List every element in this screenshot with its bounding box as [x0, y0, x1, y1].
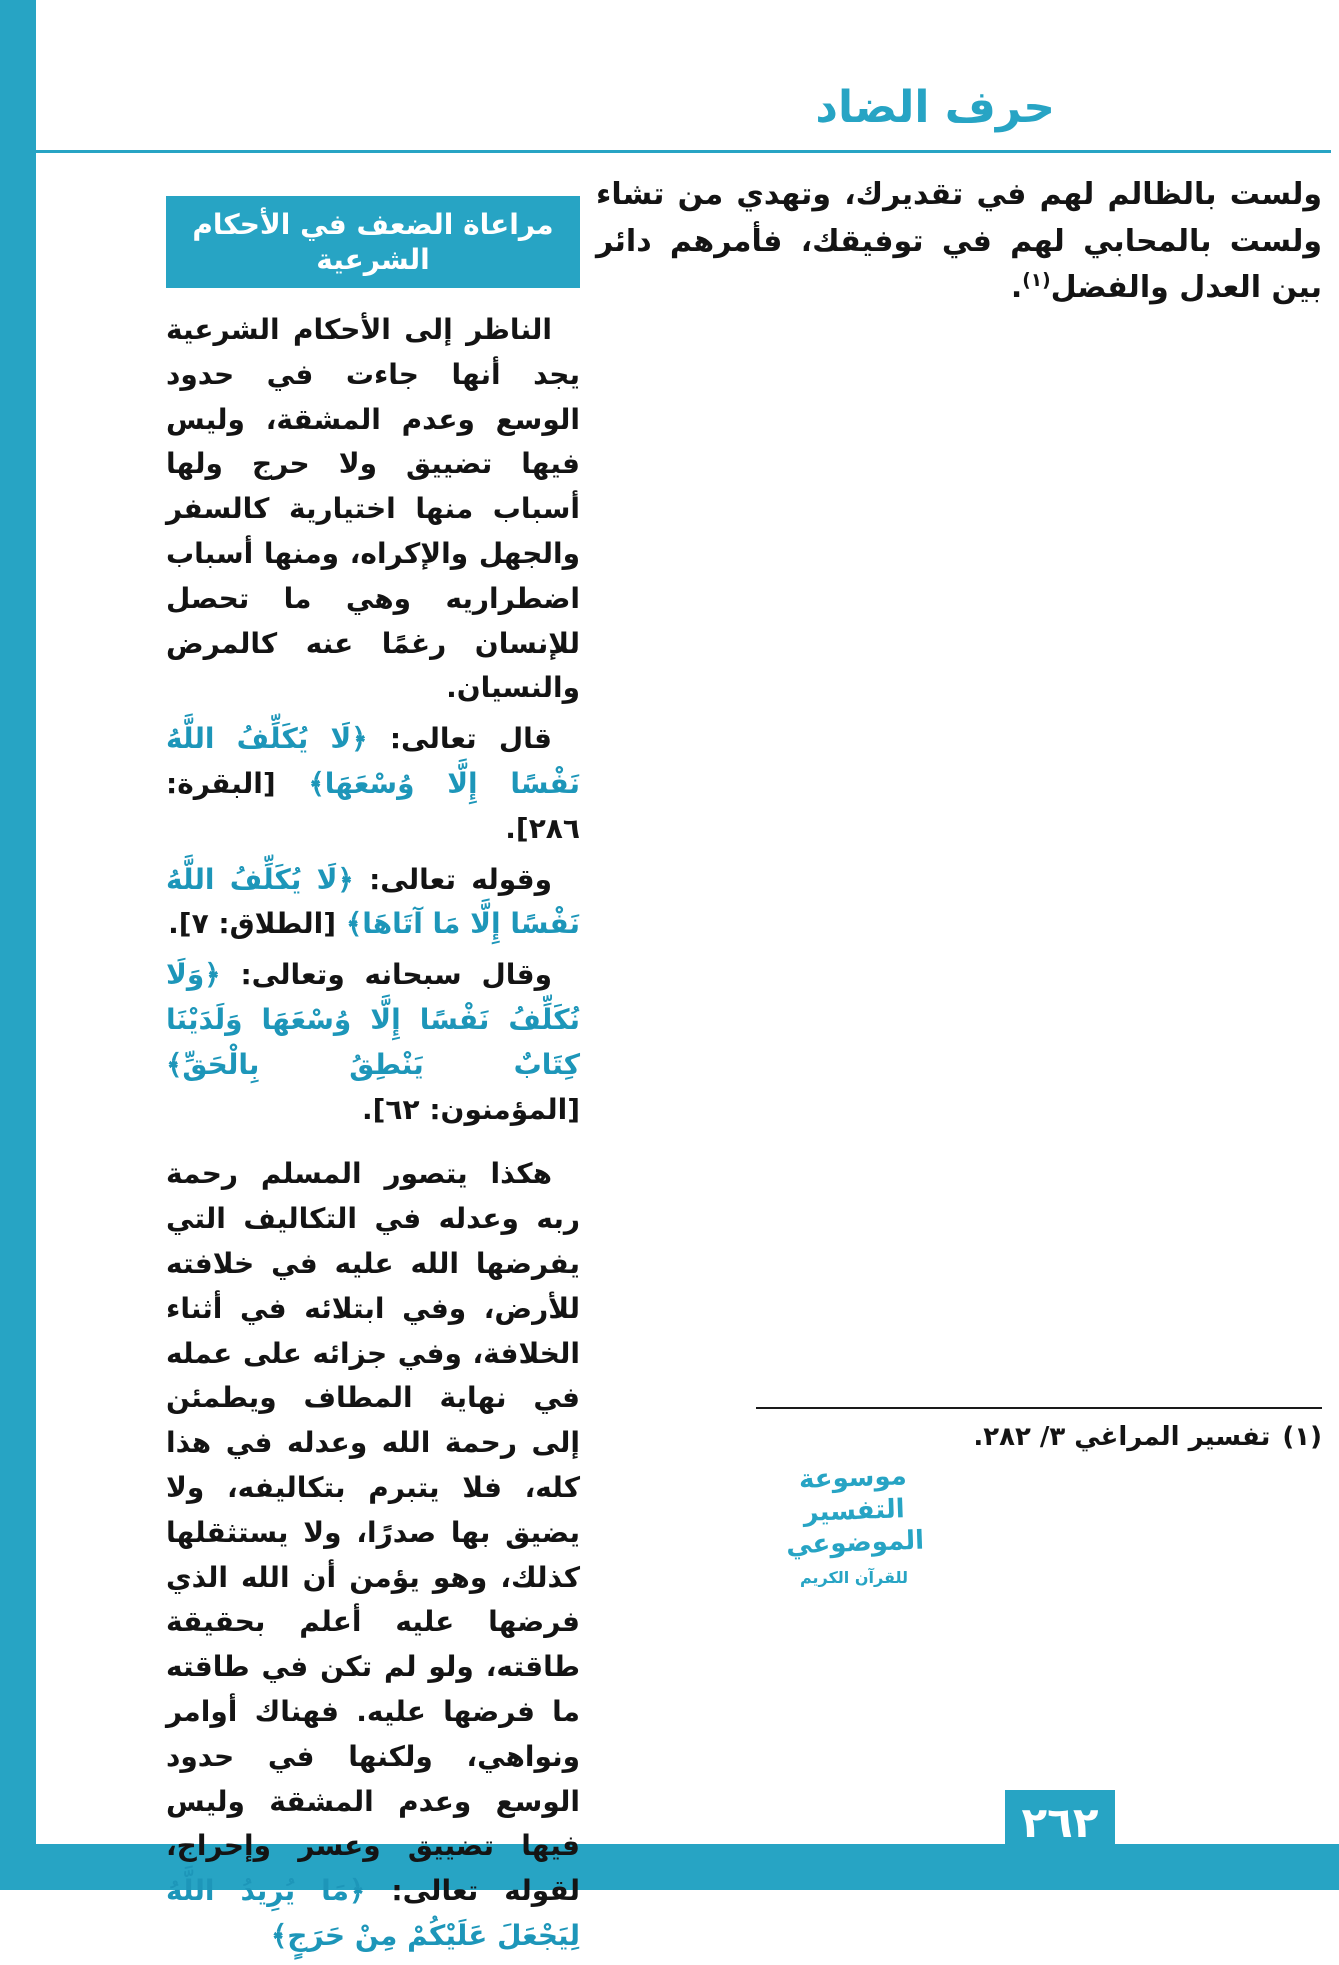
chapter-heading: حرف الضاد	[815, 82, 1055, 133]
quote-2-verse: ﴿لَا يُكَلِّفُ اللَّهُ نَفْسًا إِلَّا مَا آتَاهَا﴾	[166, 862, 580, 941]
body-paragraph-1: الناظر إلى الأحكام الشرعية يجد أنها جاءت في حدود الوسع وعدم المشقة، وليس فيها تضييق ولا حرج ولها أسباب منها اختيارية كالسفر والجهل والإكراه، ومنها أسباب اضطراريه وهي ما تحصل للإنسان رغمًا عنه كالمرض والنسيان.	[166, 313, 580, 705]
quote-line-2	[166, 858, 580, 948]
paragraph-2-text: هكذا يتصور المسلم رحمة ربه وعدله في التكاليف التي يفرضها الله عليه في خلافته للأرض، وفي ابتلائه في أثناء الخلافة، وفي جزائه على عمله في نهاية المطاف ويطمئن إلى رحمة الله وعدله في هذا كله، فلا يتبرم بتكاليفه، ولا يضيق بها صدرًا، ولا يستثقلها كذلك، وهو يؤمن أن الله الذي فرضها عليه أعلم بحقيقة طاقته، ولو لم تكن في طاقته ما فرضها عليه. فهناك أوامر ونواهي، ولكنها في حدود الوسع وعدم المشقة وليس فيها تضييق وعسر وإحراج، لقوله تعالى:	[166, 1157, 580, 1908]
section-title: مراعاة الضعف في الأحكام الشرعية	[192, 208, 554, 276]
footnote-divider	[756, 1407, 1322, 1409]
left-column	[166, 196, 580, 1965]
page-number-badge	[1005, 1790, 1115, 1890]
closing-verse: ﴿مَا يُرِيدُ اللَّهُ لِيَجْعَلَ عَلَيْكُمْ مِنْ حَرَجٍ﴾	[166, 1874, 580, 1952]
header-divider	[0, 150, 1331, 153]
publisher-seal	[748, 1462, 960, 1587]
footnote-marker: (١)	[1022, 270, 1051, 291]
seal-title: موسوعة التفسير الموضوعي	[785, 1461, 925, 1561]
page-number: ٢٦٢	[1021, 1798, 1099, 1847]
footnote	[756, 1422, 1322, 1452]
quote-1-reference: [البقرة: ٢٨٦].	[166, 766, 580, 845]
body-paragraph-2	[166, 1152, 580, 1958]
quote-line-1	[166, 717, 580, 851]
quote-3-verse: ﴿وَلَا نُكَلِّفُ نَفْسًا إِلَّا وُسْعَهَا وَلَدَيْنَا كِتَابٌ يَنْطِقُ بِالْحَقِّ﴾	[166, 958, 580, 1081]
quote-3-reference: [المؤمنون: ٦٢].	[361, 1092, 580, 1126]
seal-subtitle: للقرآن الكريم	[799, 1567, 909, 1587]
left-accent-bar	[0, 0, 36, 1890]
quote-1-intro: قال تعالى:	[389, 722, 552, 756]
quote-2-intro: وقوله تعالى:	[369, 862, 552, 896]
opening-paragraph	[596, 172, 1322, 312]
opening-paragraph-period: .	[1010, 270, 1023, 305]
quote-1-verse: ﴿لَا يُكَلِّفُ اللَّهُ نَفْسًا إِلَّا وُسْعَهَا﴾	[166, 722, 581, 800]
opening-paragraph-text: ولست بالظالم لهم في تقديرك، وتهدي من تشاء ولست بالمحابي لهم في توفيقك، فأمرهم دائر بين العدل والفضل	[596, 177, 1322, 305]
quote-2-reference: [الطلاق: ٧].	[168, 907, 337, 941]
quote-3-intro: وقال سبحانه وتعالى:	[240, 958, 552, 992]
section-heading-box	[166, 196, 580, 288]
right-column	[596, 172, 1322, 312]
footnote-text: تفسير المراغي ٣/ ٢٨٢.	[973, 1422, 1271, 1452]
quote-line-3	[166, 953, 580, 1132]
footnote-label: (١)	[1282, 1422, 1322, 1452]
